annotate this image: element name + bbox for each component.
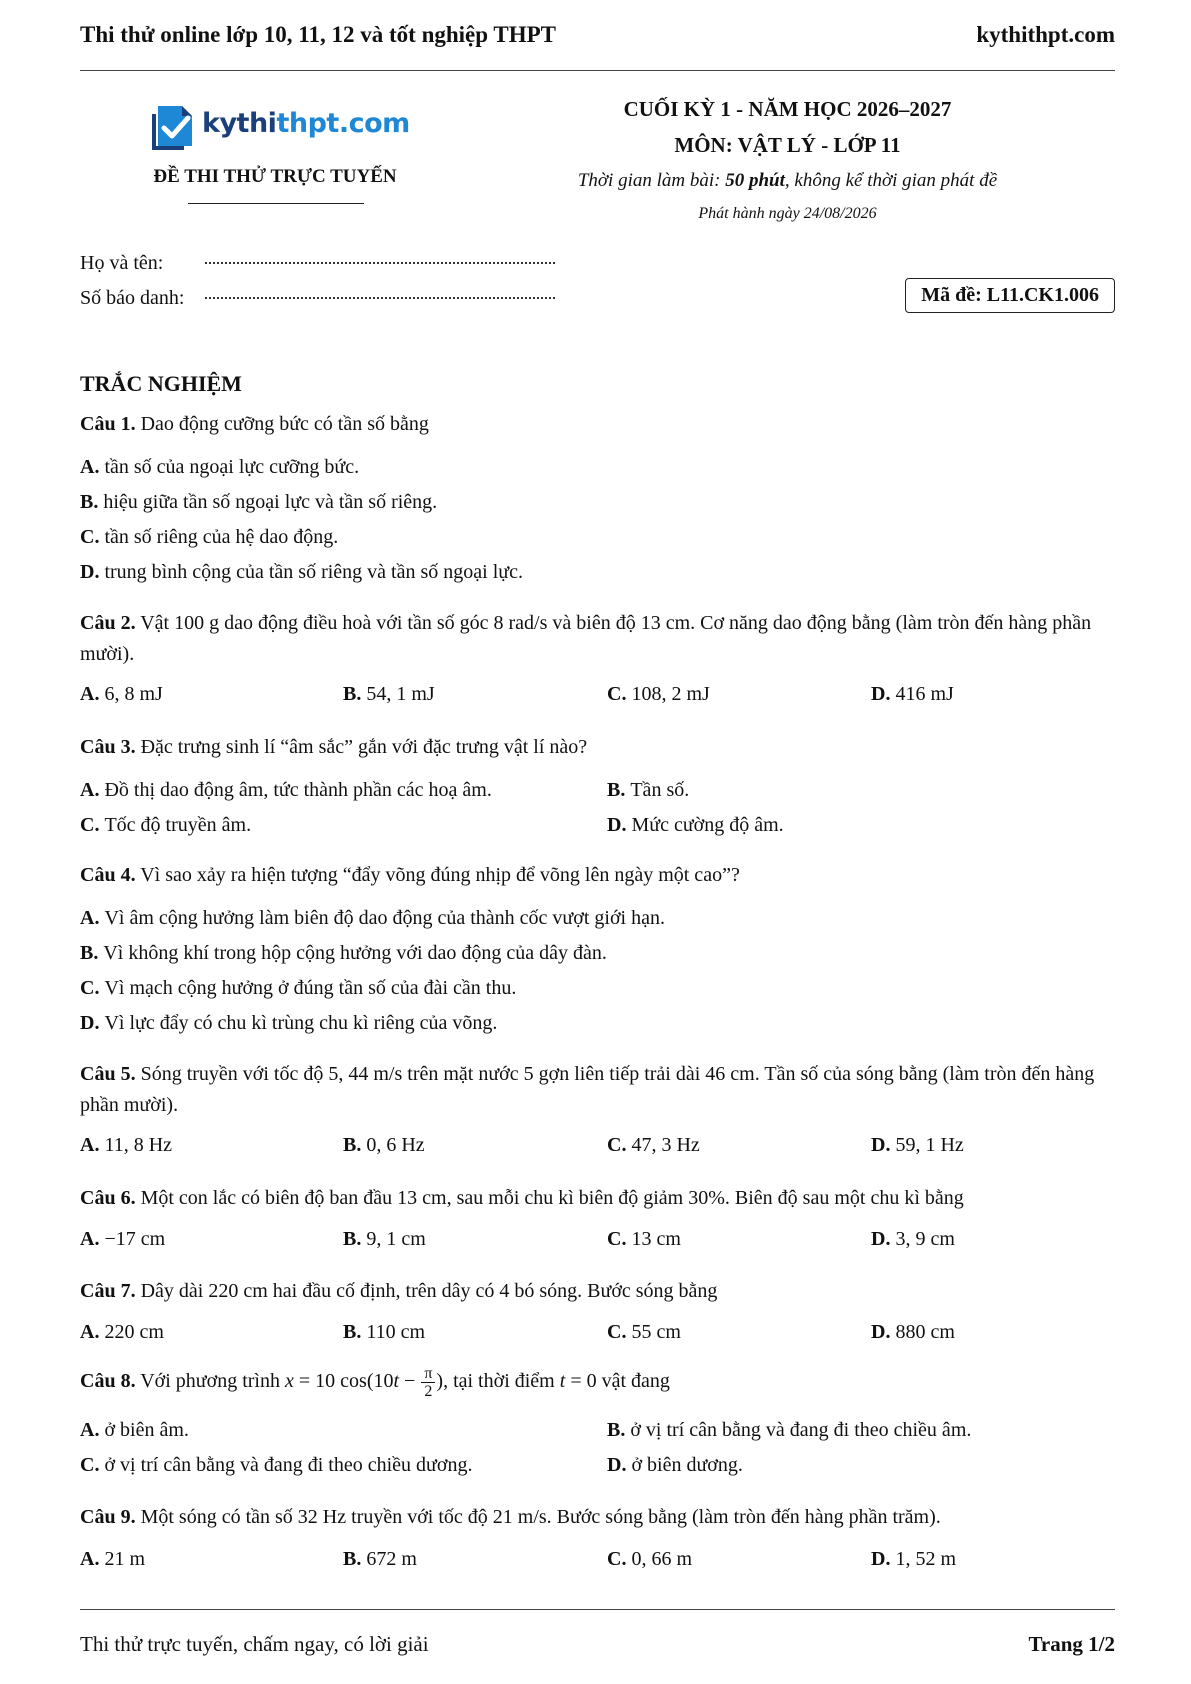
option-text: 6, 8 mJ xyxy=(104,683,163,705)
question-number: Câu 5. xyxy=(80,1063,136,1085)
q1-option-c[interactable] xyxy=(80,526,338,549)
student-id-label: Số báo danh: xyxy=(80,287,185,309)
option-letter: C. xyxy=(607,1228,627,1250)
q8-option-b[interactable] xyxy=(607,1419,971,1442)
question-4 xyxy=(80,860,1115,891)
q9-option-c[interactable] xyxy=(607,1548,692,1571)
logo-text xyxy=(202,108,410,139)
option-text: hiệu giữa tần số ngoại lực và tần số riêng. xyxy=(103,491,438,513)
question-text: Đặc trưng sinh lí “âm sắc” gắn với đặc trưng vật lí nào? xyxy=(140,736,588,758)
question-number: Câu 8. xyxy=(80,1370,136,1393)
option-letter: A. xyxy=(80,1228,100,1250)
option-letter: A. xyxy=(80,1548,100,1570)
option-letter: C. xyxy=(607,683,627,705)
q3-option-a[interactable] xyxy=(80,779,492,802)
question-number: Câu 2. xyxy=(80,612,136,634)
q7-option-a[interactable] xyxy=(80,1321,164,1344)
option-text: 54, 1 mJ xyxy=(366,683,435,705)
footer-divider xyxy=(80,1609,1115,1610)
student-id-row xyxy=(80,287,184,310)
q6-option-b[interactable] xyxy=(343,1228,426,1251)
q7-option-c[interactable] xyxy=(607,1321,681,1344)
option-letter: D. xyxy=(80,561,100,583)
option-letter: D. xyxy=(871,1321,891,1343)
exam-title: CUỐI KỲ 1 - NĂM HỌC 2026–2027 xyxy=(623,97,952,121)
duration-value: 50 phút xyxy=(725,170,785,191)
q3-option-d[interactable] xyxy=(607,814,784,837)
option-text: Tốc độ truyền âm. xyxy=(104,814,252,836)
q7-option-d[interactable] xyxy=(871,1321,955,1344)
question-2 xyxy=(80,608,1115,670)
eq-close: ), tại thời điểm xyxy=(436,1370,560,1393)
logo-text-part2: thpt.com xyxy=(276,108,410,139)
option-text: ở biên âm. xyxy=(104,1419,189,1441)
option-text: 11, 8 Hz xyxy=(104,1134,173,1156)
option-text: 672 m xyxy=(366,1548,417,1570)
question-text: Một con lắc có biên độ ban đầu 13 cm, sau mỗi chu kì biên độ giảm 30%. Biên độ sau một chu kì bằng xyxy=(140,1187,964,1209)
question-6 xyxy=(80,1183,1115,1214)
q9-option-a[interactable] xyxy=(80,1548,145,1571)
option-letter: B. xyxy=(343,1134,362,1156)
question-9 xyxy=(80,1502,1115,1533)
option-letter: B. xyxy=(343,1548,362,1570)
header-site-link[interactable]: kythithpt.com xyxy=(976,22,1115,47)
student-id-blank[interactable] xyxy=(205,297,555,299)
option-text: 55 cm xyxy=(631,1321,681,1343)
student-name-blank[interactable] xyxy=(205,262,555,264)
duration-suffix: , không kể thời gian phát đề xyxy=(784,170,998,191)
option-text: Mức cường độ âm. xyxy=(631,814,784,836)
header-divider xyxy=(80,70,1115,71)
option-letter: B. xyxy=(80,942,99,964)
q4-option-c[interactable] xyxy=(80,977,516,1000)
option-letter: A. xyxy=(80,1419,100,1441)
question-number: Câu 3. xyxy=(80,736,136,758)
option-text: Vì lực đẩy có chu kì trùng chu kì riêng của võng. xyxy=(104,1012,498,1034)
footer-left-text: Thi thử trực tuyến, chấm ngay, có lời giải xyxy=(80,1632,429,1656)
option-letter: D. xyxy=(607,814,627,836)
option-text: Đồ thị dao động âm, tức thành phần các hoạ âm. xyxy=(104,779,492,801)
q6-option-a[interactable] xyxy=(80,1228,165,1251)
q9-option-b[interactable] xyxy=(343,1548,417,1571)
q3-option-c[interactable] xyxy=(80,814,251,837)
exam-kind-underline xyxy=(188,203,364,204)
question-text: Một sóng có tần số 32 Hz truyền với tốc độ 21 m/s. Bước sóng bằng (làm tròn đến hàng phần trăm). xyxy=(140,1506,941,1528)
question-5 xyxy=(80,1059,1115,1121)
option-letter: C. xyxy=(607,1134,627,1156)
question-text: Dao động cưỡng bức có tần số bằng xyxy=(140,413,429,435)
q6-option-c[interactable] xyxy=(607,1228,681,1251)
option-letter: D. xyxy=(871,1228,891,1250)
phase-fraction xyxy=(421,1365,435,1400)
option-text: ở biên dương. xyxy=(631,1454,743,1476)
logo-text-part1: kythi xyxy=(202,108,277,139)
question-8 xyxy=(80,1365,1115,1400)
option-text: 0, 6 Hz xyxy=(366,1134,425,1156)
exam-code-box: Mã đề: L11.CK1.006 xyxy=(905,278,1115,313)
student-name-label: Họ và tên: xyxy=(80,252,164,274)
q7-option-b[interactable] xyxy=(343,1321,425,1344)
option-letter: B. xyxy=(607,779,626,801)
option-text: tần số của ngoại lực cưỡng bức. xyxy=(104,456,360,478)
exam-duration xyxy=(500,170,1075,192)
q5-option-b[interactable] xyxy=(343,1134,425,1157)
option-text: 47, 3 Hz xyxy=(631,1134,700,1156)
option-text: Vì không khí trong hộp cộng hưởng với dao động của dây đàn. xyxy=(103,942,607,964)
option-letter: C. xyxy=(80,814,100,836)
option-text: 3, 9 cm xyxy=(895,1228,955,1250)
option-text: 59, 1 Hz xyxy=(895,1134,964,1156)
q5-option-a[interactable] xyxy=(80,1134,172,1157)
option-letter: C. xyxy=(80,1454,100,1476)
q8-option-a[interactable] xyxy=(80,1419,189,1442)
option-letter: C. xyxy=(607,1548,627,1570)
option-letter: C. xyxy=(607,1321,627,1343)
option-text: Vì âm cộng hưởng làm biên độ dao động của thành cốc vượt giới hạn. xyxy=(104,907,665,929)
q2-option-c[interactable] xyxy=(607,683,710,706)
option-text: 416 mJ xyxy=(895,683,954,705)
question-text-pre: Với phương trình xyxy=(140,1370,285,1393)
exam-kind: ĐỀ THI THỬ TRỰC TUYẾN xyxy=(153,166,397,187)
option-text: 0, 66 m xyxy=(631,1548,693,1570)
option-letter: C. xyxy=(80,977,100,999)
option-text: −17 cm xyxy=(104,1228,166,1250)
option-text: 1, 52 m xyxy=(895,1548,957,1570)
option-text: trung bình cộng của tần số riêng và tần số ngoại lực. xyxy=(104,561,523,583)
question-number: Câu 4. xyxy=(80,864,136,886)
student-name-row xyxy=(80,252,163,275)
option-letter: B. xyxy=(343,1321,362,1343)
question-1 xyxy=(80,409,1115,440)
option-letter: A. xyxy=(80,683,100,705)
eq-x: x xyxy=(284,1370,294,1393)
option-text: Tần số. xyxy=(630,779,690,801)
q5-option-c[interactable] xyxy=(607,1134,700,1157)
q4-option-a[interactable] xyxy=(80,907,665,930)
option-text: 110 cm xyxy=(366,1321,426,1343)
option-letter: A. xyxy=(80,907,100,929)
q2-option-a[interactable] xyxy=(80,683,163,706)
q1-option-b[interactable] xyxy=(80,491,437,514)
option-letter: C. xyxy=(80,526,100,548)
question-text: Sóng truyền với tốc độ 5, 44 m/s trên mặt nước 5 gợn liên tiếp trải dài 46 cm. Tần số của sóng bằng (làm tròn đến hàng phần mười). xyxy=(80,1063,1095,1116)
q1-option-d[interactable] xyxy=(80,561,523,584)
duration-prefix: Thời gian làm bài: xyxy=(577,170,726,191)
question-number: Câu 7. xyxy=(80,1280,136,1302)
eq-t0: t xyxy=(559,1370,566,1393)
q8-option-c[interactable] xyxy=(80,1454,472,1477)
q4-option-b[interactable] xyxy=(80,942,607,965)
q2-option-b[interactable] xyxy=(343,683,435,706)
option-letter: A. xyxy=(80,456,100,478)
page-header xyxy=(80,22,1115,56)
option-letter: B. xyxy=(343,1228,362,1250)
eq-zero: = 0 xyxy=(565,1370,597,1393)
option-text: 108, 2 mJ xyxy=(631,683,710,705)
question-number: Câu 9. xyxy=(80,1506,136,1528)
q3-option-b[interactable] xyxy=(607,779,689,802)
option-text: 13 cm xyxy=(631,1228,681,1250)
q1-option-a[interactable] xyxy=(80,456,359,479)
document-check-icon xyxy=(152,102,198,150)
option-letter: D. xyxy=(607,1454,627,1476)
q5-option-d[interactable] xyxy=(871,1134,964,1157)
option-letter: D. xyxy=(871,1548,891,1570)
release-date: Phát hành ngày 24/08/2026 xyxy=(698,205,877,222)
option-letter: D. xyxy=(80,1012,100,1034)
question-text: Vật 100 g dao động điều hoà với tần số góc 8 rad/s và biên độ 13 cm. Cơ năng dao động bằng (làm tròn đến hàng phần mười). xyxy=(80,612,1092,665)
option-text: 21 m xyxy=(104,1548,146,1570)
fraction-numerator: π xyxy=(421,1365,435,1383)
option-letter: A. xyxy=(80,1321,100,1343)
section-title: TRẮC NGHIỆM xyxy=(80,371,242,396)
option-text: 880 cm xyxy=(895,1321,955,1343)
site-logo[interactable] xyxy=(152,102,410,152)
question-number: Câu 1. xyxy=(80,413,136,435)
option-letter: B. xyxy=(343,683,362,705)
q8-option-d[interactable] xyxy=(607,1454,743,1477)
question-3 xyxy=(80,732,1115,763)
option-letter: D. xyxy=(871,1134,891,1156)
header-left-text: Thi thử online lớp 10, 11, 12 và tốt nghiệp THPT xyxy=(80,22,556,47)
option-text: 9, 1 cm xyxy=(366,1228,426,1250)
exam-subject: MÔN: VẬT LÝ - LỚP 11 xyxy=(674,133,901,157)
question-text: Vì sao xảy ra hiện tượng “đẩy võng đúng nhịp để võng lên ngày một cao”? xyxy=(140,864,740,886)
option-letter: A. xyxy=(80,779,100,801)
eq-minus: − xyxy=(399,1370,421,1393)
page-number: Trang 1/2 xyxy=(1028,1632,1115,1656)
fraction-denominator: 2 xyxy=(424,1383,433,1400)
question-7 xyxy=(80,1276,1115,1307)
question-text-post: vật đang xyxy=(596,1370,670,1393)
q9-option-d[interactable] xyxy=(871,1548,956,1571)
option-text: ở vị trí cân bằng và đang đi theo chiều âm. xyxy=(630,1419,972,1441)
question-text: Dây dài 220 cm hai đầu cố định, trên dây có 4 bó sóng. Bước sóng bằng xyxy=(140,1280,718,1302)
eq-t: t xyxy=(393,1370,400,1393)
q2-option-d[interactable] xyxy=(871,683,954,706)
eq-mid: = 10 cos(10 xyxy=(293,1370,394,1393)
option-text: 220 cm xyxy=(104,1321,164,1343)
q6-option-d[interactable] xyxy=(871,1228,955,1251)
q4-option-d[interactable] xyxy=(80,1012,497,1035)
option-letter: B. xyxy=(607,1419,626,1441)
option-letter: D. xyxy=(871,683,891,705)
option-letter: A. xyxy=(80,1134,100,1156)
question-number: Câu 6. xyxy=(80,1187,136,1209)
option-text: tần số riêng của hệ dao động. xyxy=(104,526,339,548)
option-text: Vì mạch cộng hưởng ở đúng tần số của đài cần thu. xyxy=(104,977,517,999)
option-letter: B. xyxy=(80,491,99,513)
option-text: ở vị trí cân bằng và đang đi theo chiều dương. xyxy=(104,1454,473,1476)
